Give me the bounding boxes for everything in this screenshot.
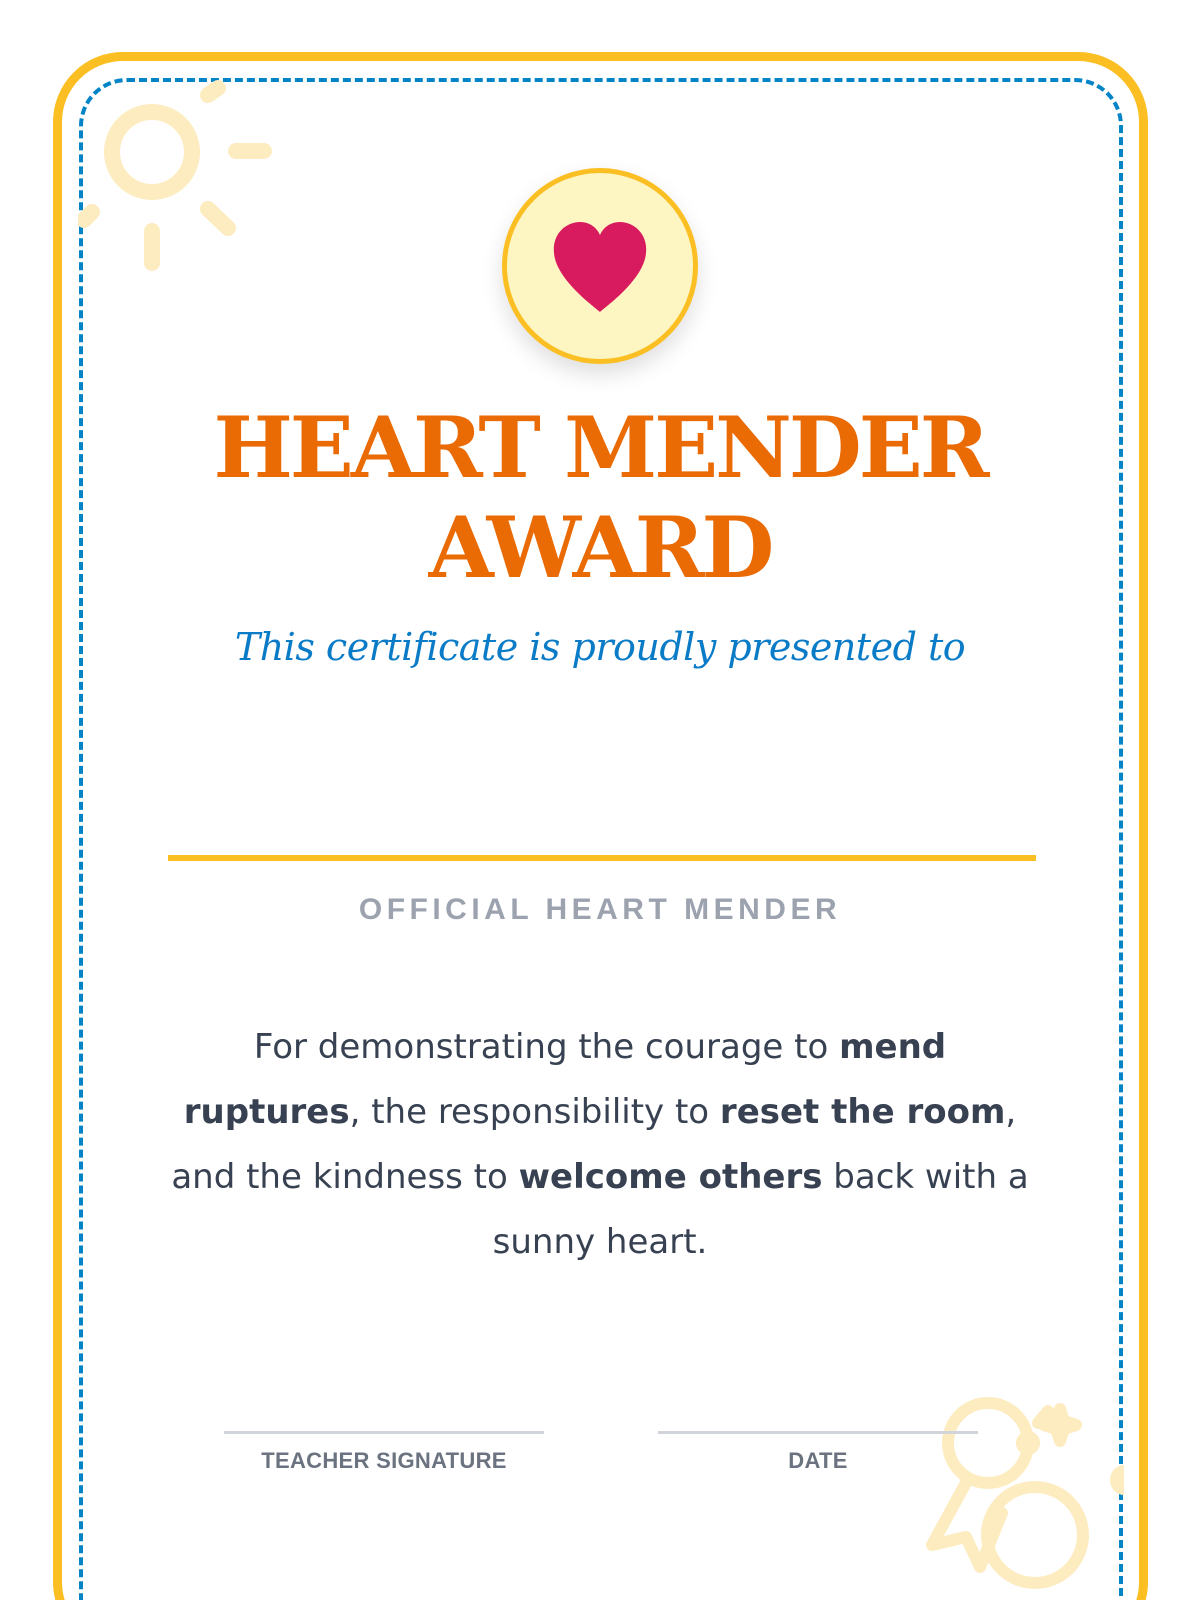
heart-badge: [502, 168, 698, 364]
title-line-2: AWARD: [428, 498, 772, 597]
date-line: [658, 1431, 978, 1434]
certificate-subtitle: This certificate is proudly presented to: [234, 625, 966, 669]
citation-emphasis-3: welcome others: [518, 1157, 823, 1197]
sun-icon: [78, 78, 288, 288]
citation-part-2: , the responsibility to: [349, 1092, 720, 1132]
citation-text: [170, 1015, 1030, 1275]
title-line-1: HEART MENDER: [213, 398, 987, 497]
award-ribbon-icon: [920, 1395, 1125, 1600]
certificate-title: [100, 398, 1100, 598]
citation-part-4: back with a sunny heart.: [492, 1157, 1029, 1262]
citation-part-3: , and the kindness to: [171, 1092, 1017, 1197]
recipient-name-line: [168, 855, 1036, 861]
date-label: DATE: [788, 1448, 848, 1473]
heart-icon: [550, 220, 650, 316]
citation-part-1: For demonstrating the courage to: [253, 1027, 840, 1067]
citation-emphasis-1: mend ruptures: [183, 1027, 947, 1132]
recipient-title: OFFICIAL HEART MENDER: [358, 893, 842, 926]
teacher-signature-label: TEACHER SIGNATURE: [261, 1448, 507, 1473]
teacher-signature-line: [224, 1431, 544, 1434]
decoration-dot-icon: [1100, 1465, 1124, 1495]
citation-emphasis-2: reset the room: [719, 1092, 1006, 1132]
